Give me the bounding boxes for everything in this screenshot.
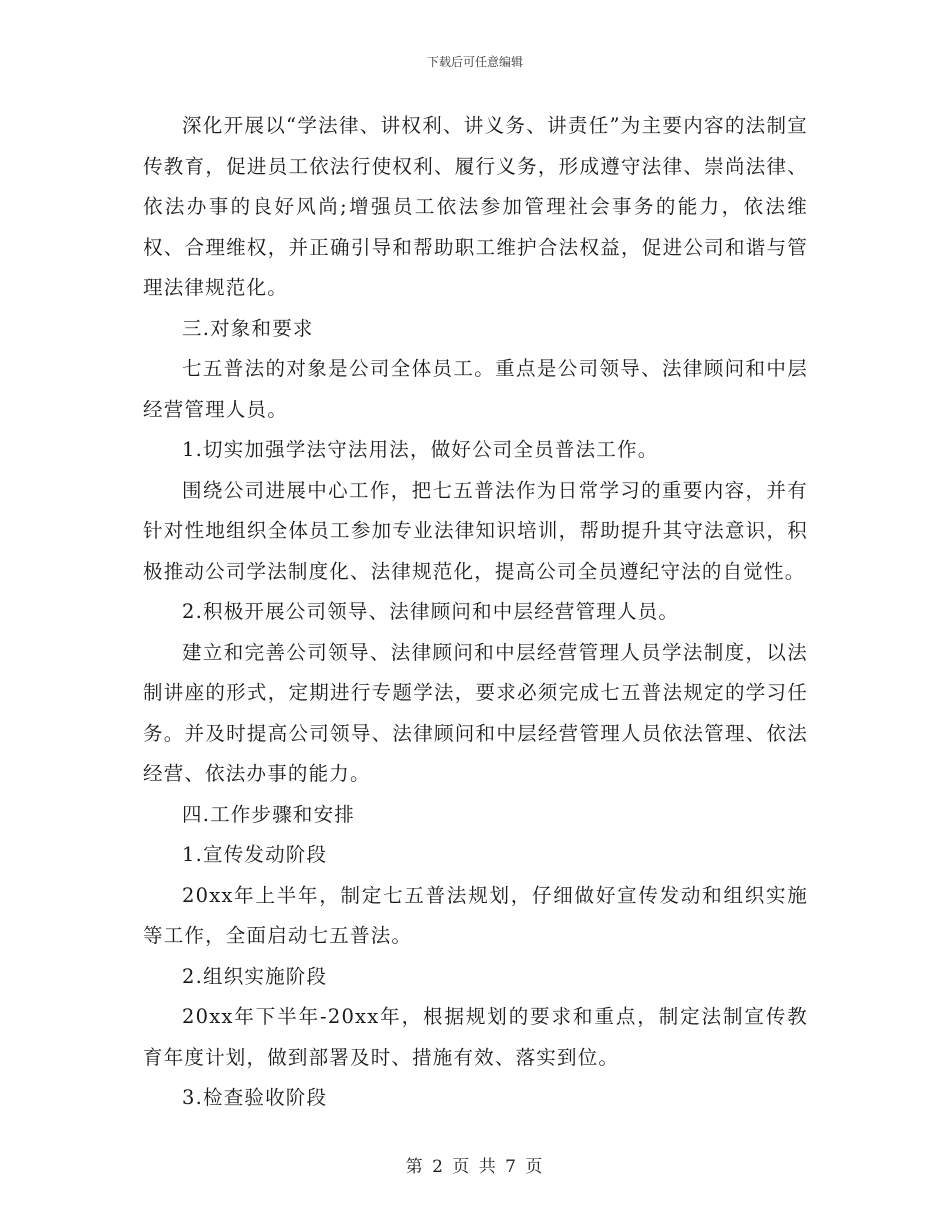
page-header: 下载后可任意编辑 bbox=[426, 55, 523, 69]
paragraph-legal-education: 深化开展以“学法律、讲权利、讲义务、讲责任”为主要内容的法制宣传教育，促进员工依法行使权利、履行义务，形成遵守法律、崇尚法律、依法办事的良好风尚;增强员工依法参加管理社会事务的能力，依法维权、合理维权，并正确引导和帮助职工维护合法权益，促进公司和谐与管理法律规范化。 bbox=[143, 114, 808, 299]
section-heading-steps: 四.工作步骤和安排 bbox=[182, 802, 355, 826]
document-body bbox=[143, 106, 808, 1119]
paragraph-objects: 七五普法的对象是公司全体员工。重点是公司领导、法律顾问和中层经营管理人员。 bbox=[143, 357, 808, 421]
subheading-inspection-stage: 3.检查验收阶段 bbox=[182, 1086, 328, 1109]
paragraph-strengthen-learning: 围绕公司进展中心工作，把七五普法作为日常学习的重要内容，并有针对性地组织全体员工参加专业法律知识培训，帮助提升其守法意识，积极推动公司学法制度化、法律规范化，提高公司全员遵纪守法的自觉性。 bbox=[143, 478, 808, 583]
subheading-leaders: 2.积极开展公司领导、法律顾问和中层经营管理人员。 bbox=[182, 600, 680, 623]
paragraph-publicity-stage: 20xx年上半年，制定七五普法规划，仔细做好宣传发动和组织实施等工作，全面启动七五普法。 bbox=[143, 883, 808, 947]
page-footer: 第 2 页 共 7 页 bbox=[405, 1157, 545, 1177]
paragraph-implementation-stage: 20xx年下半年-20xx年，根据规划的要求和重点，制定法制宣传教育年度计划，做到部署及时、措施有效、落实到位。 bbox=[143, 1005, 808, 1069]
subheading-strengthen-learning: 1.切实加强学法守法用法，做好公司全员普法工作。 bbox=[182, 438, 659, 461]
section-heading-objects: 三.对象和要求 bbox=[182, 316, 314, 340]
subheading-implementation-stage: 2.组织实施阶段 bbox=[182, 964, 328, 988]
subheading-publicity-stage: 1.宣传发动阶段 bbox=[182, 843, 328, 866]
paragraph-leaders: 建立和完善公司领导、法律顾问和中层经营管理人员学法制度，以法制讲座的形式，定期进行专题学法，要求必须完成七五普法规定的学习任务。并及时提高公司领导、法律顾问和中层经营管理人员依法管理、依法经营、依法办事的能力。 bbox=[143, 640, 808, 785]
